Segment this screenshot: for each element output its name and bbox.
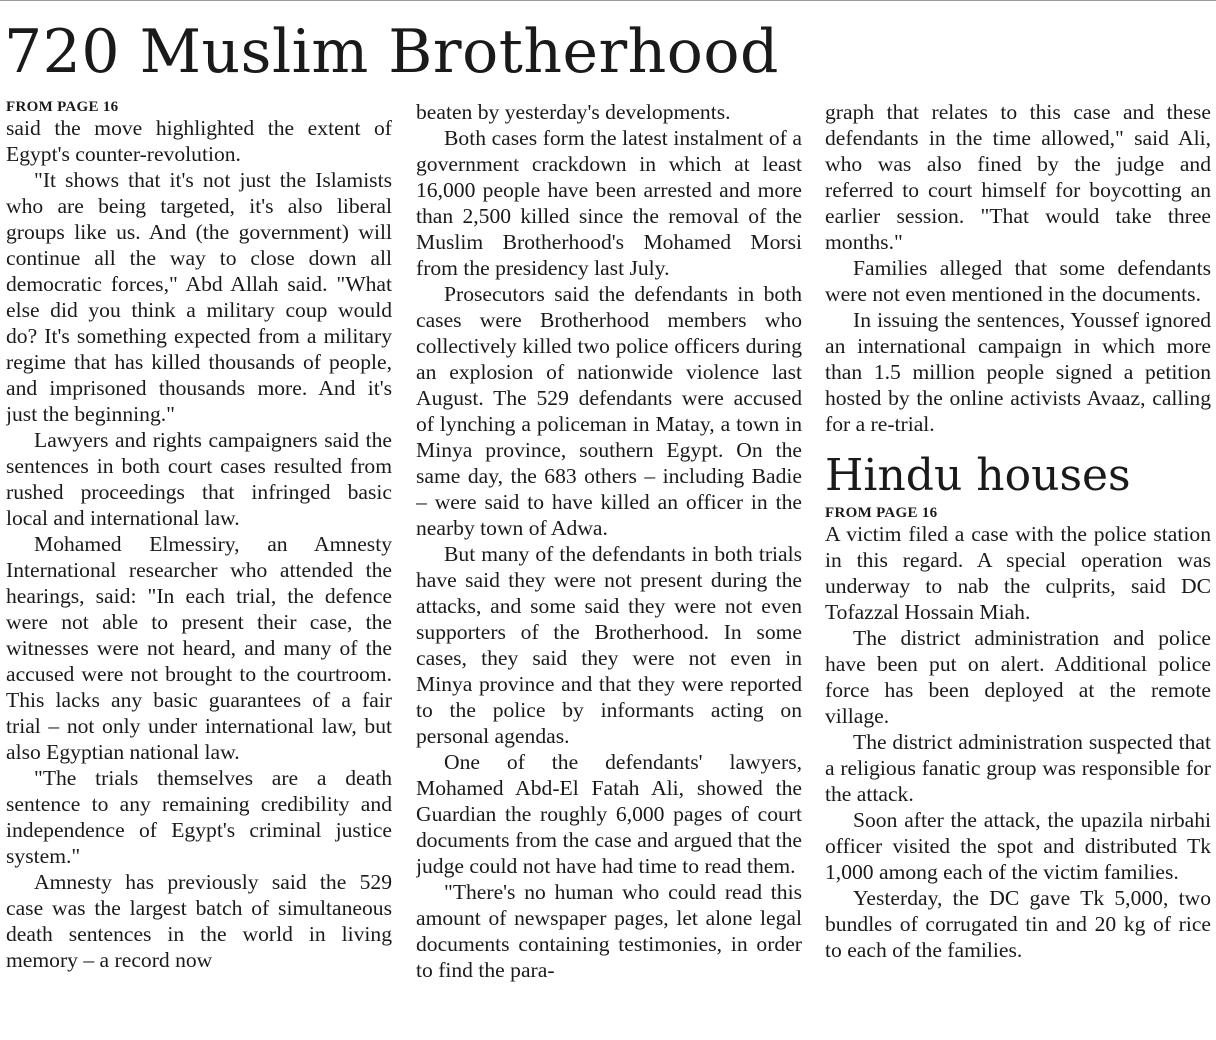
paragraph: Families alleged that some defendants were not even mentioned in the documents. bbox=[825, 256, 1211, 306]
paragraph: Both cases form the latest instalment of a government crackdown in which at least 16,000 people have been arrested and more than 2,500 killed since the removal of the Muslim Brotherhood's Mohamed Morsi from the presidency last July. bbox=[416, 126, 802, 280]
secondary-headline: Hindu houses bbox=[825, 450, 1131, 501]
paragraph: Mohamed Elmessiry, an Amnesty International researcher who attended the hearings, said: "In each trial, the defence were not able to present their case, the witnesses were not heard, and many of the accused were not brought to the courtroom. This lacks any basic guarantees of a fair trial – not only under international law, but also Egyptian national law. bbox=[6, 532, 392, 764]
paragraph: Soon after the attack, the upazila nirbahi officer visited the spot and distributed Tk 1,000 among each of the victim families. bbox=[825, 808, 1211, 884]
story-column-1 bbox=[6, 99, 392, 973]
paragraph: Lawyers and rights campaigners said the sentences in both court cases resulted from rushed proceedings that infringed basic local and international law. bbox=[6, 428, 392, 530]
story-column-3 bbox=[825, 99, 1211, 963]
top-rule bbox=[0, 0, 1216, 1]
paragraph: Yesterday, the DC gave Tk 5,000, two bundles of corrugated tin and 20 kg of rice to each of the families. bbox=[825, 886, 1211, 962]
paragraph: The district administration suspected that a religious fanatic group was responsible for the attack. bbox=[825, 730, 1211, 806]
from-page-kicker: FROM PAGE 16 bbox=[6, 99, 119, 115]
paragraph: One of the defendants' lawyers, Mohamed Abd-El Fatah Ali, showed the Guardian the roughly 6,000 pages of court documents from the case and argued that the judge could not have had time to read them. bbox=[416, 750, 802, 878]
paragraph: "The trials themselves are a death sentence to any remaining credibility and independence of Egypt's criminal justice system." bbox=[6, 766, 392, 868]
paragraph: "It shows that it's not just the Islamists who are being targeted, it's also liberal groups like us. And (the government) will continue all the way to close down all democratic forces," Abd Allah said. "What else did you think a military coup would do? It's something expected from a military regime that has killed thousands of people, and imprisoned thousands more. And it's just the beginning." bbox=[6, 168, 392, 426]
paragraph: said the move highlighted the extent of Egypt's counter-revolution. bbox=[6, 116, 392, 166]
paragraph: In issuing the sentences, Youssef ignored an international campaign in which more than 1.5 million people signed a petition hosted by the online activists Avaaz, calling for a re-trial. bbox=[825, 308, 1211, 436]
paragraph: Amnesty has previously said the 529 case was the largest batch of simultaneous death sentences in the world in living memory – a record now bbox=[6, 870, 392, 972]
paragraph: Prosecutors said the defendants in both cases were Brotherhood members who collectively killed two police officers during an explosion of nationwide violence last August. The 529 defendants were accused of lynching a policeman in Matay, a town in Minya province, southern Egypt. On the same day, the 683 others – including Badie – were said to have killed an officer in the nearby town of Adwa. bbox=[416, 282, 802, 540]
story-column-2 bbox=[416, 99, 802, 983]
paragraph: beaten by yesterday's developments. bbox=[416, 100, 731, 124]
paragraph: A victim filed a case with the police station in this regard. A special operation was underway to nab the culprits, said DC Tofazzal Hossain Miah. bbox=[825, 522, 1211, 624]
paragraph: The district administration and police have been put on alert. Additional police force has been deployed at the remote village. bbox=[825, 626, 1211, 728]
from-page-kicker: FROM PAGE 16 bbox=[825, 505, 938, 521]
paragraph: "There's no human who could read this amount of newspaper pages, let alone legal documents containing testimonies, in order to find the para- bbox=[416, 880, 802, 982]
paragraph: But many of the defendants in both trials have said they were not present during the attacks, and some said they were not even supporters of the Brotherhood. In some cases, they said they were not even in Minya province and that they were reported to the police by informants acting on personal agendas. bbox=[416, 542, 802, 748]
paragraph: graph that relates to this case and these defendants in the time allowed," said Ali, who was also fined by the judge and referred to court himself for boycotting an earlier session. "That would take three months." bbox=[825, 100, 1211, 254]
main-headline: 720 Muslim Brotherhood bbox=[4, 17, 779, 87]
